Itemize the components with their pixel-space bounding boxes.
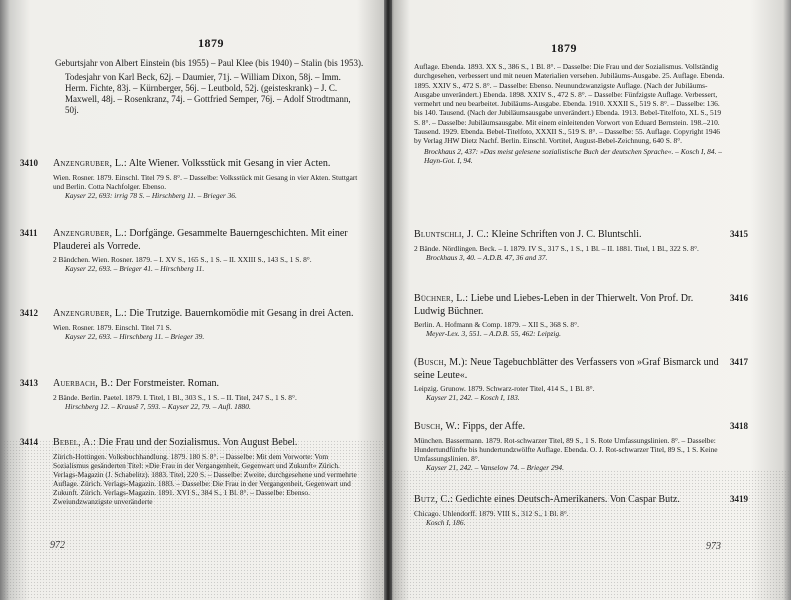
entry-author: Anzengruber, L.: <box>53 158 127 169</box>
entry-detail: Berlin. A. Hofmann & Comp. 1879. – XII S., 368 S. 8°. <box>414 320 579 329</box>
entry-3413 <box>20 378 363 411</box>
entry-detail: 2 Bändchen. Wien. Rosner. 1879. – I. XV S., 165 S., 1 S. – II. XXIII S., 143 S., 1 S. 8°. <box>53 255 312 264</box>
entry-3414 <box>20 437 363 506</box>
entry-author: Auerbach, B.: <box>53 378 114 389</box>
entry-number: 3418 <box>730 421 748 431</box>
continued-entry <box>414 62 726 165</box>
entry-number: 3414 <box>20 437 38 447</box>
entry-title: Die Trutzige. Bauernkomödie mit Gesang in drei Acten. <box>129 308 354 319</box>
entry-number: 3416 <box>730 293 748 303</box>
entry-reference: Kayser 22, 693. – Brieger 41. – Hirschberg 11. <box>65 264 205 273</box>
entry-reference: Kayser 22, 693. – Hirschberg 11. – Brieger 39. <box>65 331 205 341</box>
entry-3411 <box>20 228 363 273</box>
entry-author: Büchner, L.: <box>414 293 469 304</box>
entry-detail: München. Bassermann. 1879. Rot-schwarzer Titel, 89 S., 1 S. Rote Umfassungslinien. 8°. – Dasselbe: Hundertundfünfte bis hundertundzwölfte Auflage. Ebenda. O. J. Rot-schwarzer Titel, 89 S., 1 S. Keine Umfassungslinien. 8°. <box>414 435 718 463</box>
entry-number: 3412 <box>20 308 38 318</box>
entry-detail: Zürich-Hottingen. Volksbuchhandlung. 1879. 180 S. 8°. – Dasselbe: Mit dem Vorworte: Vom Sozialismus gesänderten Titel: »Die Frau in der Vergangenheit, Gegenwart und Zukunft« Zürich. Verlags-Magazin (J. Schabelitz). 1883. Titel, 220 S. – Dasselbe: Zweite, durchgesehene und vermehrte Auflage. Zürich. Verlags-Magazin. 1883. – Dasselbe: Die Frau in der Vergangenheit, Gegenwart und Zukunft. Zürich. Verlags-Magazin. 1891. XVI S., 384 S., 1 Bl. 8°. – Dasselbe: Ebenso. Zweiundzwanzigste unveränderte <box>53 451 357 506</box>
entry-author: Busch, W.: <box>414 421 460 432</box>
entry-title: Die Frau und der Sozialismus. Von August Bebel. <box>98 437 298 448</box>
entry-title: Fipps, der Affe. <box>462 421 526 432</box>
continued-detail: Auflage. Ebenda. 1893. XX S., 386 S., 1 Bl. 8°. – Dasselbe: Die Frau und der Sozialismus. Vollständig durchgesehen, verbessert und mit neuen Materialien versehen. Jubiläums-Ausgabe. 25. Auflage. Ebenda. 1895. XXIV S., 472 S. 8°. – Dasselbe: Ebenso. Neunundzwanzigste Auflage. (Nach der Jubiläums-Ausgabe unverändert.) Ebenda. 1898. XXIV S., 472 S. 8°. – Dasselbe: Fünfzigste Auflage. Verbessert, vermehrt und neu bearbeitet. Jubiläums-Ausgabe. Ebenda. 1910. XXXII S., 519 S. 8°. – Dasselbe: 136. bis 140. Tausend. (Nach der Jubiläumsausgabe unverändert.) Ebenda. 1913. Bebel-Titelfoto, XL S., 519 S. 8°. – Dasselbe: Jubiläumsausgabe. Mit einem einleitenden Vorwort von Eduard Bernstein. 198.–210. Tausend. 1929. Ebenda. Bebel-Titelfoto, XXXII S., 519 S. 8°. – Dasselbe: 55. Auflage. Copyright 1946 by Verlag JHW Dietz Nachf. Berlin. Einschl. Vortitel, August-Bebel-Zeichnung, 640 S. 8°. <box>414 62 725 146</box>
entry-reference: Kayser 21, 242. – Vanselow 74. – Brieger 294. <box>426 462 564 472</box>
print-noise <box>388 470 791 600</box>
entry-title: Alte Wiener. Volksstück mit Gesang in vier Acten. <box>128 158 331 169</box>
entry-reference: Brockhaus 3, 40. – A.D.B. 47, 36 and 37. <box>426 252 548 262</box>
left-folio: 972 <box>50 540 65 551</box>
entry-detail: Leipzig. Grunow. 1879. Schwarz-roter Titel, 414 S., 1 Bl. 8°. <box>414 384 595 393</box>
entry-reference: Hirschberg 12. – Krausē 7, 593. – Kayser 22, 79. – Aufl. 1880. <box>65 401 251 411</box>
entry-3416 <box>414 293 748 338</box>
entry-3410 <box>20 158 363 200</box>
entry-3415 <box>414 229 748 262</box>
chronicle-block <box>55 58 365 116</box>
right-folio: 973 <box>706 541 721 552</box>
entry-reference: Kayser 21, 242. – Kosch I, 183. <box>426 393 520 402</box>
entry-3419 <box>414 494 748 527</box>
entry-detail: 2 Bände. Berlin. Paetel. 1879. I. Titel, 1 Bl., 303 S., 1 S. – II. Titel, 247 S., 1 S. 8°. <box>53 392 297 402</box>
entry-reference: Kayser 22, 693: irrig 78 S. – Hirschberg 11. – Brieger 36. <box>65 190 237 200</box>
entry-detail: Wien. Rosner. 1879. Einschl. Titel 79 S. 8°. – Dasselbe: Volksstück mit Gesang in vier Akten. Stuttgart und Berlin. Cotta Nachfolger. Ebenso. <box>53 172 358 191</box>
birth-year-note: Geburtsjahr von Albert Einstein (bis 1955) – Paul Klee (bis 1940) – Stalin (bis 1953). <box>55 58 364 68</box>
entry-detail: Wien. Rosner. 1879. Einschl. Titel 71 S. <box>53 322 172 332</box>
entry-3418 <box>414 421 748 472</box>
entry-reference: Meyer-Lex. 3, 551. – A.D.B. 55, 462: Leipzig. <box>426 329 561 338</box>
entry-title: Gedichte eines Deutsch-Amerikaners. Von Caspar Butz. <box>455 494 680 505</box>
entry-detail: Chicago. Uhlendorff. 1879. VIII S., 312 S., 1 Bl. 8°. <box>414 508 569 518</box>
death-year-note: Todesjahr von Karl Beck, 62j. – Daumier, 71j. – William Dixon, 58j. – Imm. Herm. Fichte, 83j. – Kürnberger, 56j. – Leutbold, 52j. (geisteskrank) – J. C. Maxwell, 48j. – Rosenkranz, 74j. – Gottfried Semper, 76j. – Adolf Strodtmann, 50j. <box>65 72 351 115</box>
entry-number: 3419 <box>730 494 748 504</box>
entry-author: Anzengruber, L.: <box>53 308 127 319</box>
entry-title: Neue Tagebuchblätter des Verfassers von »Graf Bismarck und seine Leute«. <box>414 357 719 381</box>
entry-number: 3410 <box>20 158 38 168</box>
entry-author: Bluntschli, J. C.: <box>414 229 489 240</box>
entry-number: 3415 <box>730 229 748 239</box>
left-running-head: 1879 <box>198 36 224 50</box>
entry-reference: Kosch I, 186. <box>426 517 466 527</box>
entry-author: Anzengruber, L.: <box>53 228 127 239</box>
entry-title: Dorfgänge. Gesammelte Bauerngeschichten. Mit einer Plauderei als Vorrede. <box>53 228 348 252</box>
entry-detail: 2 Bände. Nördlingen. Beck. – I. 1879. IV S., 317 S., 1 S., 1 Bl. – II. 1881. Titel, 1 Bl., 322 S. 8°. <box>414 243 699 253</box>
entry-title: Der Forstmeister. Roman. <box>115 378 220 389</box>
continued-reference: Brockhaus 2, 437: »Das meist gelesene sozialistische Buch der deutschen Sprache«. – Kosch I, 84. – Hayn-Got. I, 94. <box>424 146 722 165</box>
entry-number: 3417 <box>730 357 748 367</box>
right-page <box>388 0 791 600</box>
entry-author: (Busch, M.): <box>414 357 468 368</box>
right-running-head: 1879 <box>551 41 577 55</box>
entry-number: 3413 <box>20 378 38 388</box>
entry-author: Bebel, A.: <box>53 437 97 448</box>
entry-number: 3411 <box>20 228 38 238</box>
book-gutter <box>384 0 392 600</box>
entry-title: Liebe und Liebes-Leben in der Thierwelt. Von Prof. Dr. Ludwig Büchner. <box>414 293 694 317</box>
entry-3412 <box>20 308 363 341</box>
left-page <box>0 0 388 600</box>
entry-title: Kleine Schriften von J. C. Bluntschli. <box>491 229 642 240</box>
entry-author: Butz, C.: <box>414 494 454 505</box>
entry-3417 <box>414 357 748 402</box>
